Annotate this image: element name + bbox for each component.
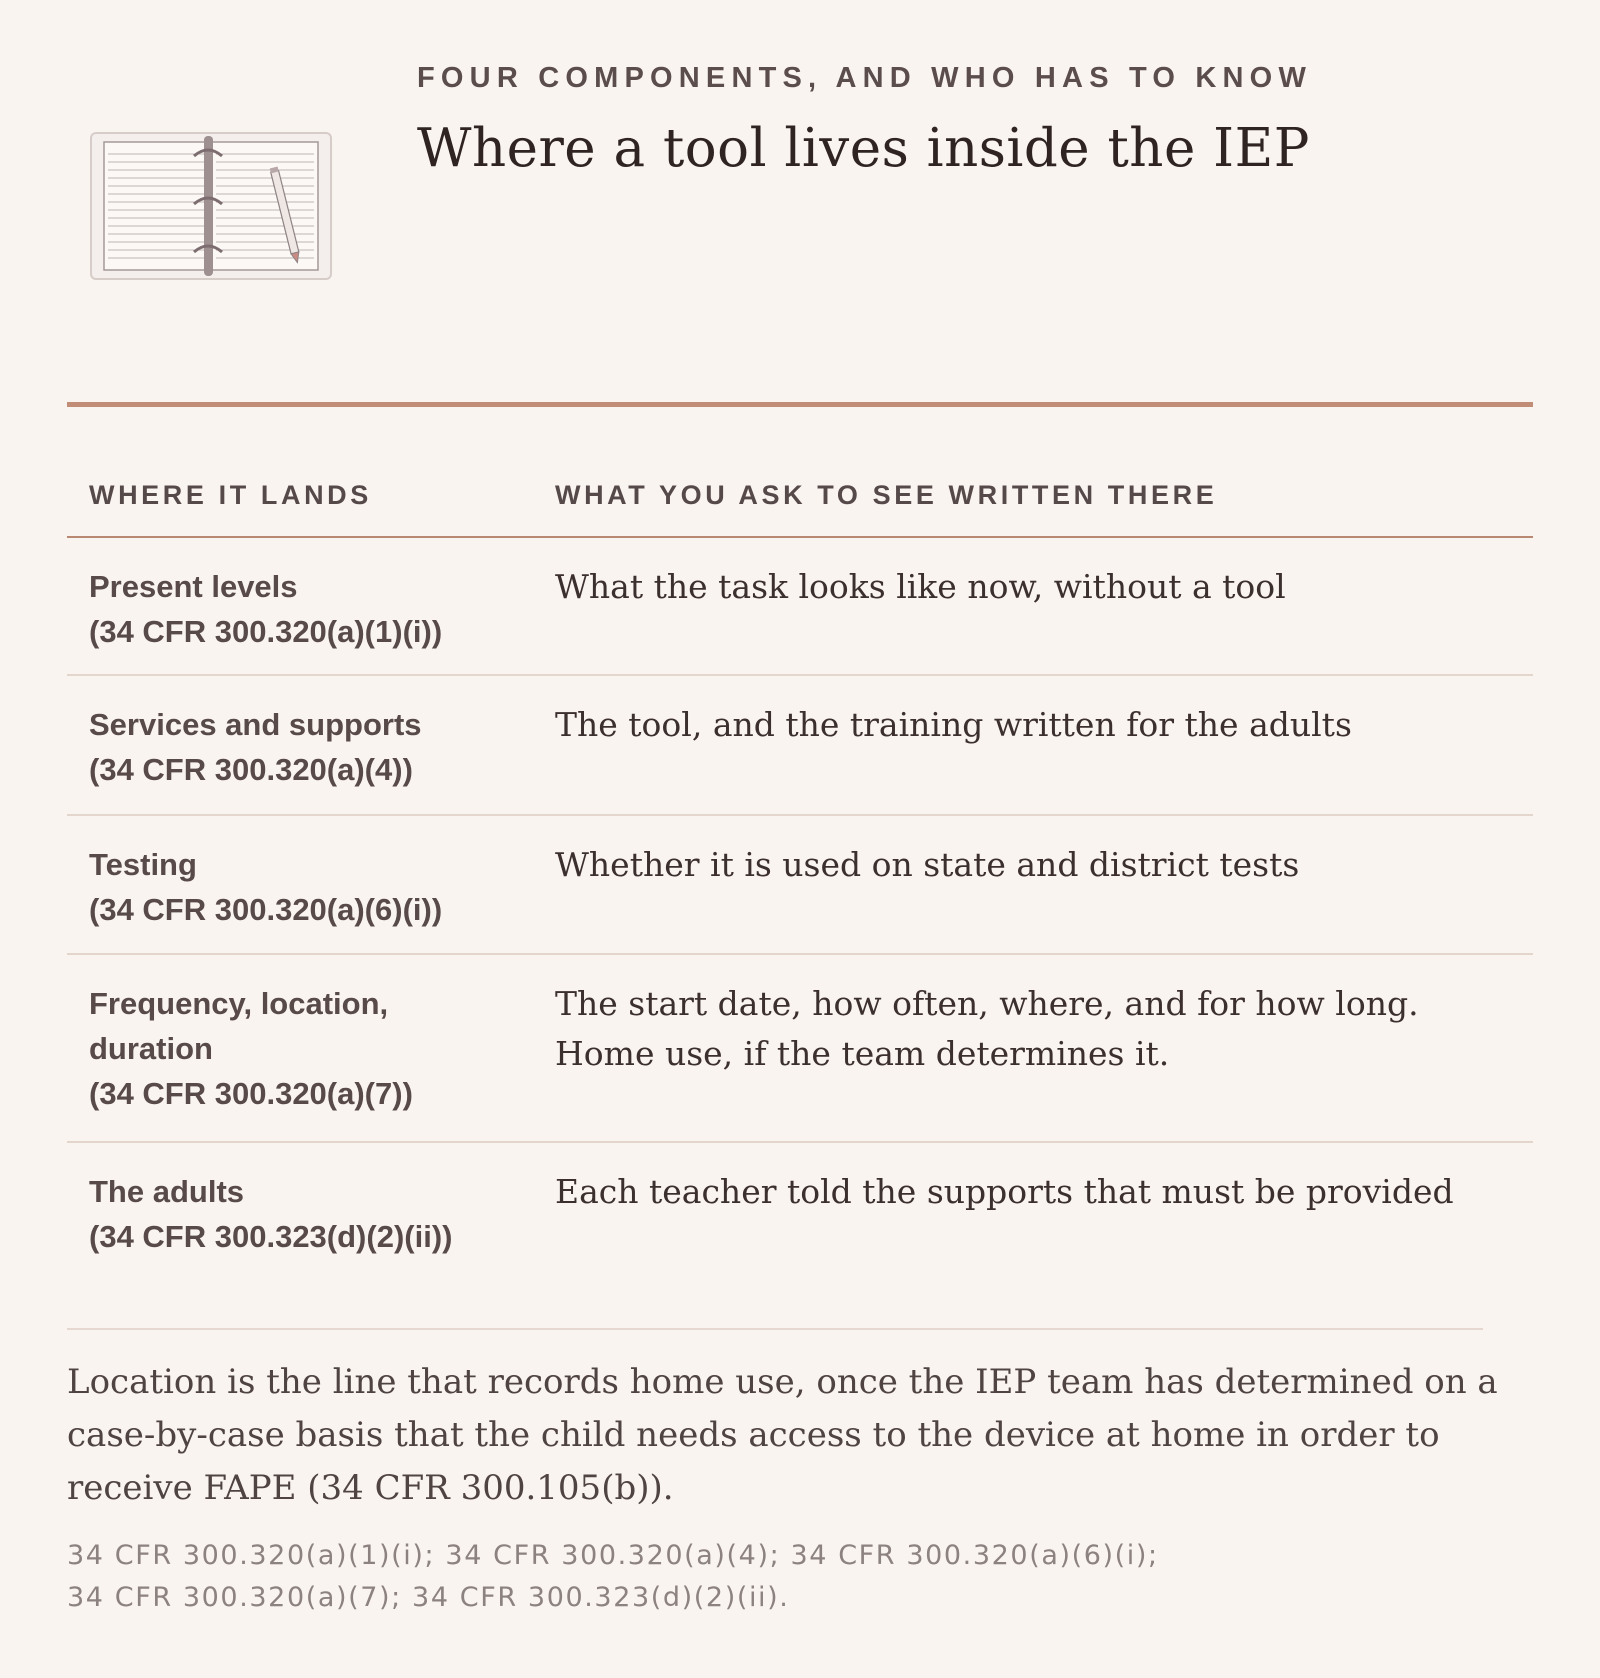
where-cell bbox=[89, 981, 469, 1116]
bottom-divider bbox=[67, 1328, 1483, 1330]
table-row bbox=[67, 538, 1533, 676]
where-cell bbox=[89, 702, 422, 792]
component-label: The adults bbox=[89, 1174, 245, 1209]
what-cell: The tool, and the training written for the adults bbox=[555, 705, 1352, 744]
where-cell bbox=[89, 842, 442, 932]
table-header bbox=[67, 408, 1533, 538]
component-label: Frequency, location, duration bbox=[89, 986, 389, 1066]
where-cell bbox=[89, 1169, 452, 1259]
top-accent-divider bbox=[67, 402, 1533, 407]
what-cell: Whether it is used on state and district tests bbox=[555, 845, 1300, 884]
section-eyebrow: FOUR COMPONENTS, AND WHO HAS TO KNOW bbox=[417, 62, 1313, 94]
component-label: Services and supports bbox=[89, 707, 422, 742]
what-cell: The start date, how often, where, and for how long. Home use, if the team determines it. bbox=[555, 984, 1419, 1073]
regulation-citation: (34 CFR 300.320(a)(6)(i)) bbox=[89, 892, 443, 927]
source-citations bbox=[67, 1535, 1527, 1619]
what-cell: What the task looks like now, without a tool bbox=[555, 567, 1286, 606]
component-label: Present levels bbox=[89, 569, 298, 604]
footnote-paragraph: Location is the line that records home use, once the IEP team has determined on a case-by-case basis that the child needs access to the device at home in order to receive FAPE (34 CFR 300.105(b)). bbox=[67, 1362, 1498, 1508]
source-citations-line: 34 CFR 300.320(a)(7); 34 CFR 300.323(d)(2)(ii). bbox=[67, 1582, 790, 1613]
what-cell: Each teacher told the supports that must be provided bbox=[555, 1172, 1454, 1211]
regulation-citation: (34 CFR 300.323(d)(2)(ii)) bbox=[89, 1219, 453, 1254]
table-row bbox=[67, 955, 1533, 1143]
column-header-where: WHERE IT LANDS bbox=[89, 480, 372, 510]
where-cell bbox=[89, 564, 442, 654]
page-header bbox=[0, 0, 1600, 320]
regulation-citation: (34 CFR 300.320(a)(1)(i)) bbox=[89, 614, 443, 649]
page-title: Where a tool lives inside the IEP bbox=[417, 118, 1310, 179]
regulation-citation: (34 CFR 300.320(a)(7)) bbox=[89, 1076, 413, 1111]
component-label: Testing bbox=[89, 847, 197, 882]
source-citations-line: 34 CFR 300.320(a)(1)(i); 34 CFR 300.320(a)(4); 34 CFR 300.320(a)(6)(i); bbox=[67, 1540, 1159, 1571]
binder-notebook-with-pencil-icon bbox=[90, 132, 332, 280]
table-row bbox=[67, 1143, 1533, 1303]
table-row bbox=[67, 816, 1533, 955]
table-row bbox=[67, 676, 1533, 816]
regulation-citation: (34 CFR 300.320(a)(4)) bbox=[89, 752, 413, 787]
column-header-what: WHAT YOU ASK TO SEE WRITTEN THERE bbox=[555, 480, 1218, 510]
iep-components-table bbox=[67, 408, 1533, 1303]
